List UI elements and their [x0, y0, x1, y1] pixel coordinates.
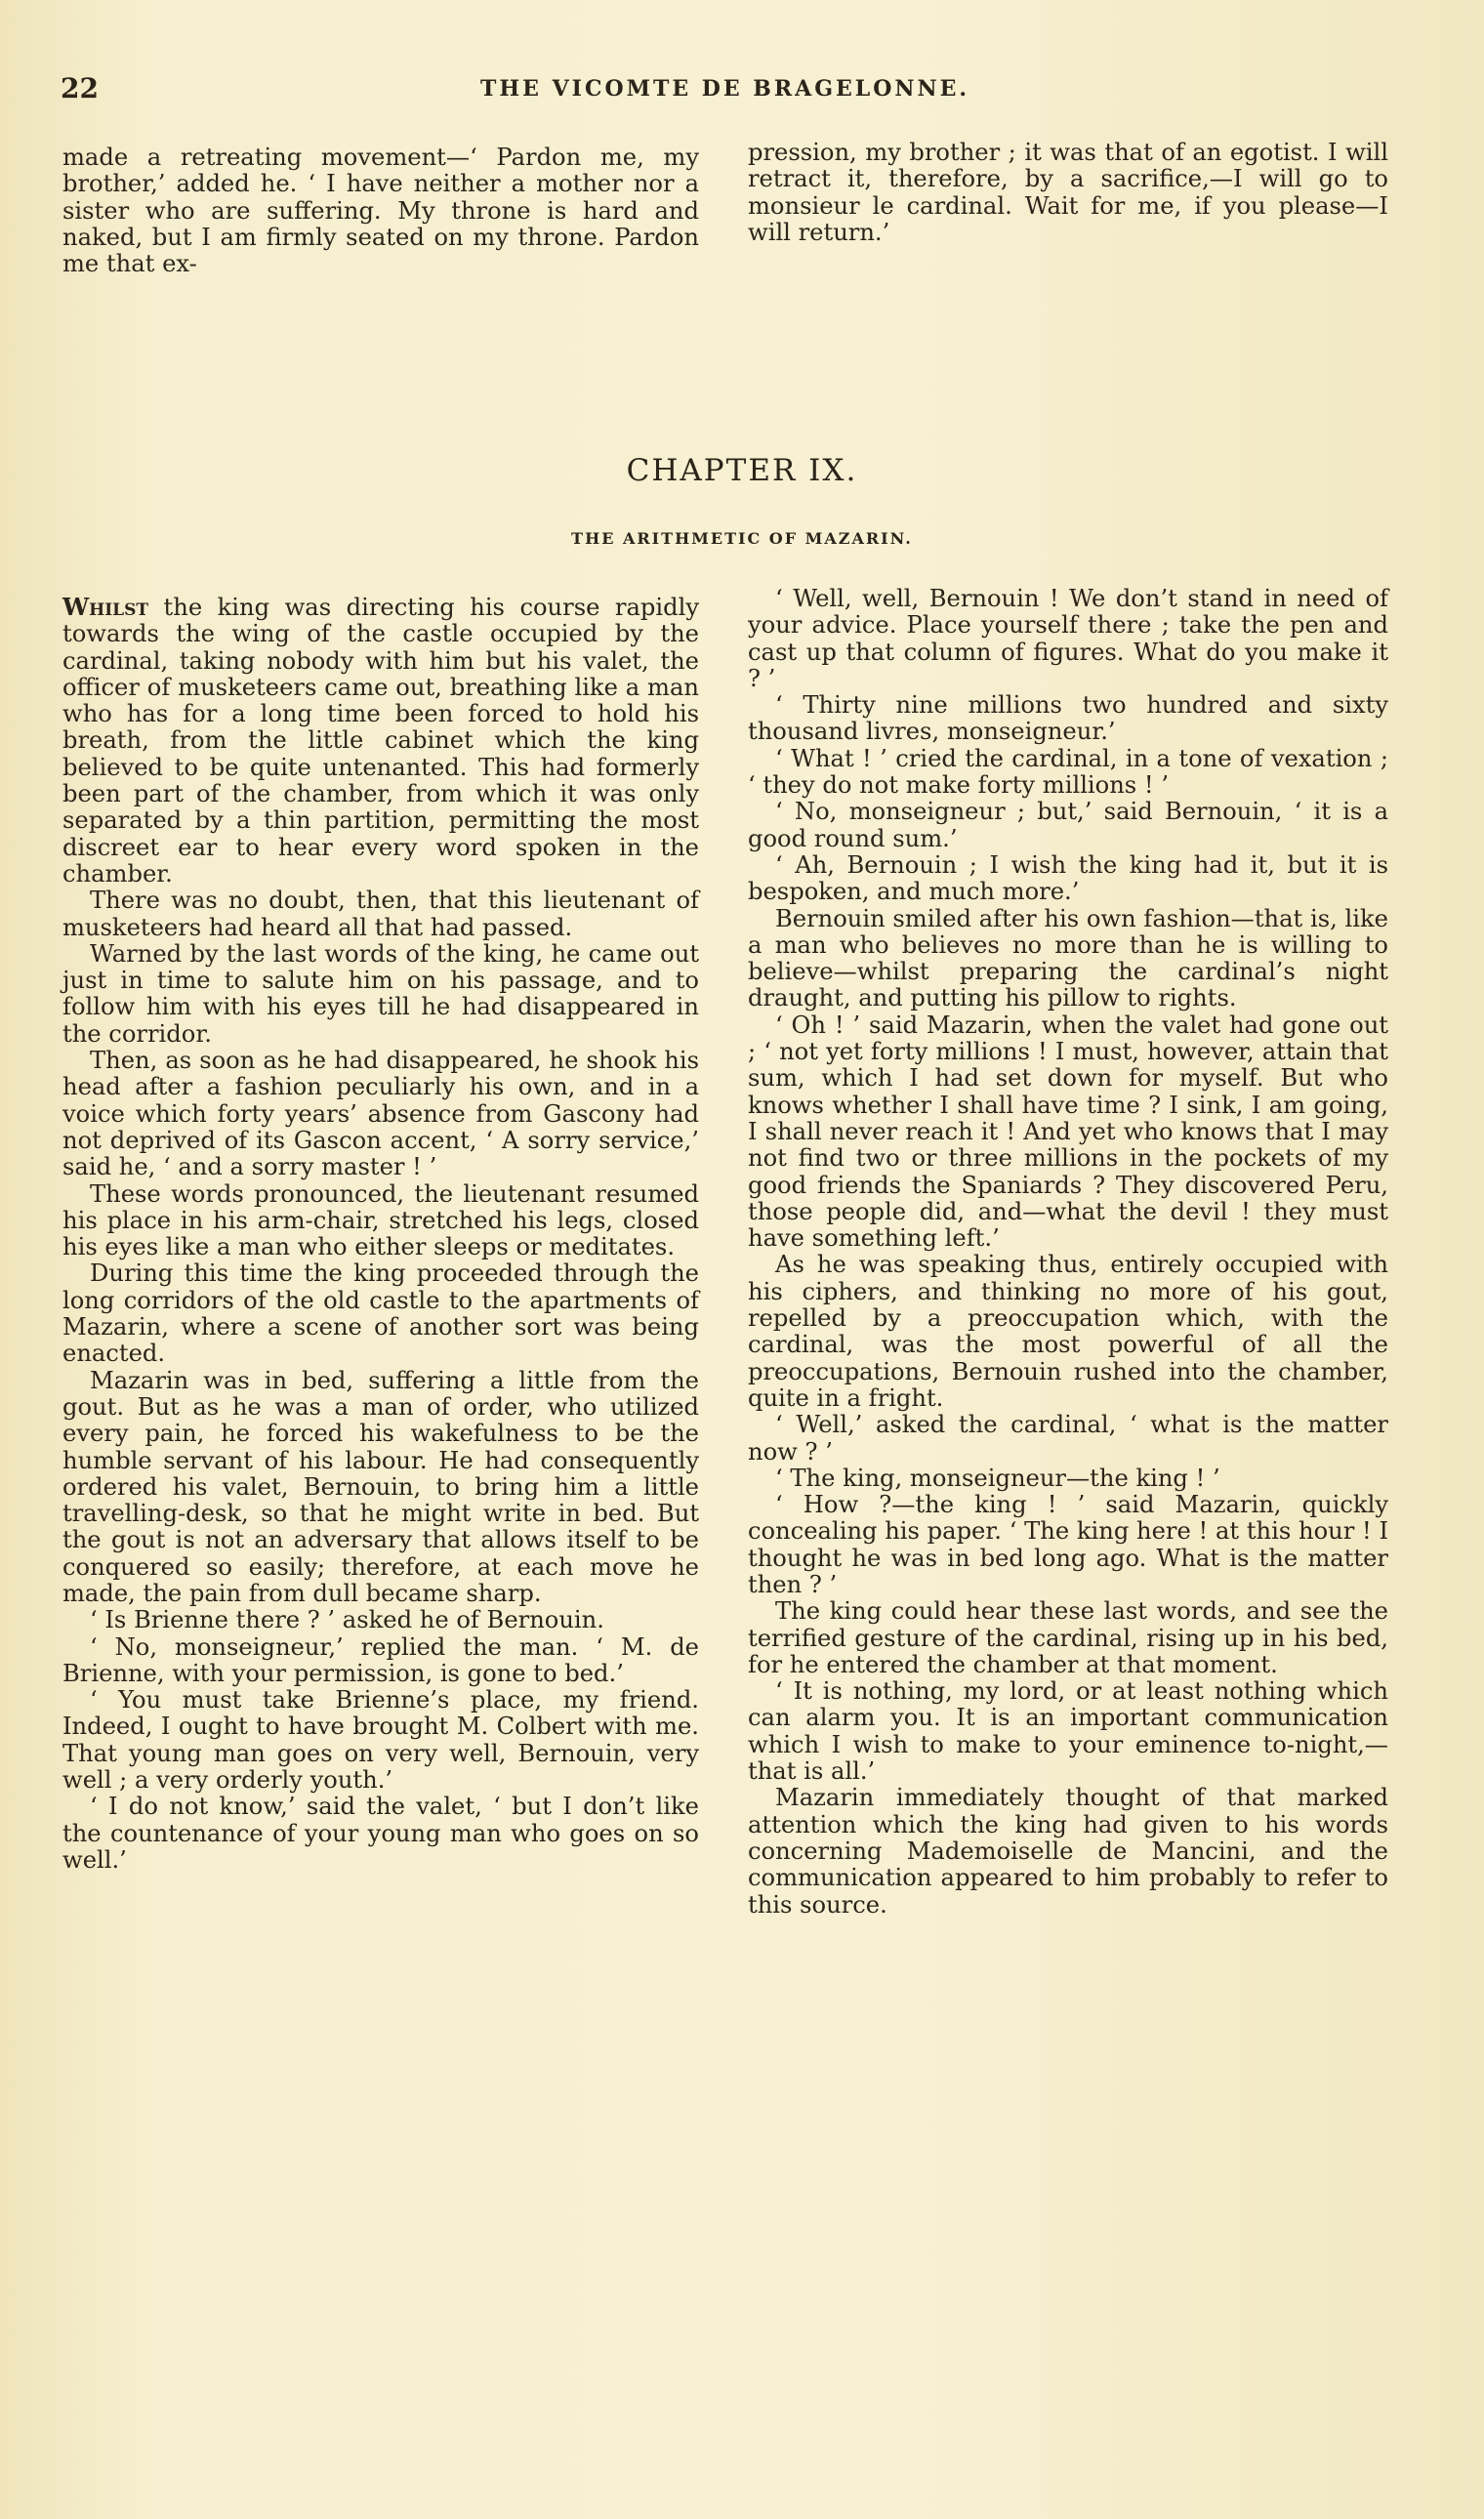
paragraph: As he was speaking thus, entirely occupied with his ciphers, and thinking no more of his gout, repelled by a preoccupation which, with the cardinal, was the most powerful of all the preoccupations, Bernouin rushed into the chamber, quite in a fright. — [748, 1251, 1388, 1412]
top-left-column — [62, 145, 699, 277]
paragraph: ‘ It is nothing, my lord, or at least nothing which can alarm you. It is an important communication which I wish to make to your eminence to-night,—that is all.’ — [748, 1677, 1388, 1786]
chapter-subtitle: THE ARITHMETIC OF MAZARIN. — [571, 529, 913, 548]
paragraph: The king could hear these last words, and see the terrified gesture of the cardinal, rising up in his bed, for he entered the chamber at that moment. — [748, 1597, 1388, 1678]
paragraph: ‘ Thirty nine millions two hundred and sixty thousand livres, monseigneur.’ — [748, 691, 1388, 746]
paragraph: made a retreating movement—‘ Pardon me, my brother,’ added he. ‘ I have neither a mother nor a sister who are suffering. My throne is hard and naked, but I am firmly seated on my throne. Pardon me that ex- — [62, 144, 699, 278]
running-title: THE VICOMTE DE BRAGELONNE. — [480, 76, 970, 102]
paragraph: ‘ You must take Brienne’s place, my friend. Indeed, I ought to have brought M. Colbert with me. That young man goes on very well, Bernouin, very well ; a very orderly youth.’ — [62, 1686, 699, 1795]
paragraph: ‘ Well,’ asked the cardinal, ‘ what is the matter now ? ’ — [748, 1411, 1388, 1466]
opening-text: the king was directing his course rapidly towards the wing of the castle occupied by the cardinal, taking nobody with him but his valet, the officer of musketeers came out, breathing like a man who has for a long time been forced to hold his breath, from the little cabinet which the king believed to be quite untenanted. This had formerly been part of the chamber, from which it was only separated by a thin partition, permitting the most discreet ear to hear every word spoken in the chamber. — [62, 594, 699, 888]
paragraph: Bernouin smiled after his own fashion—that is, like a man who believes no more than he is willing to believe—whilst preparing the cardinal’s night draught, and putting his pillow to rights. — [748, 904, 1388, 1012]
page-header — [61, 72, 1388, 111]
paragraph: Warned by the last words of the king, he came out just in time to salute him on his passage, and to follow him with his eyes till he had disappeared in the corridor. — [62, 939, 699, 1048]
paragraph: There was no doubt, then, that this lieutenant of musketeers had heard all that had passed. — [62, 887, 699, 941]
paragraph: These words pronounced, the lieutenant resumed his place in his arm-chair, stretched his legs, closed his eyes like a man who either sleeps or meditates. — [62, 1179, 699, 1261]
body-right-column — [748, 586, 1388, 1919]
chapter-title: CHAPTER IX. — [626, 453, 858, 488]
paragraph: ‘ What ! ’ cried the cardinal, in a tone of vexation ; ‘ they do not make forty millions ! ’ — [748, 744, 1388, 800]
paragraph: ‘ The king, monseigneur—the king ! ’ — [775, 1464, 1220, 1492]
paragraph: Mazarin immediately thought of that marked attention which the king had given to his words concerning Mademoiselle de Mancini, and the communication appeared to him probably to refer to this source. — [748, 1784, 1388, 1919]
body-left-column — [62, 594, 699, 1874]
paragraph: Mazarin was in bed, suffering a little from the gout. But as he was a man of order, who utilized every pain, he forced his wakefulness to be the humble servant of his labour. He had consequently ordered his valet, Bernouin, to bring him a little travelling-desk, so that he might write in bed. But the gout is not an adversary that allows itself to be conquered so easily; therefore, at each move he made, the pain from dull became sharp. — [62, 1366, 699, 1607]
paragraph: ‘ Ah, Bernouin ; I wish the king had it, but it is bespoken, and much more.’ — [748, 850, 1388, 906]
paragraph: ‘ Is Brienne there ? ’ asked he of Bernouin. — [90, 1606, 604, 1634]
paragraph: During this time the king proceeded through the long corridors of the old castle to the apartments of Mazarin, where a scene of another sort was being enacted. — [62, 1260, 699, 1368]
paragraph: ‘ Oh ! ’ said Mazarin, when the valet had gone out ; ‘ not yet forty millions ! I must, however, attain that sum, which I had set down for myself. But who knows whether I shall have time ? I sink, I am going, I shall never reach it ! And yet who knows that I may not find two or three millions in the pockets of my good friends the Spaniards ? They discovered Peru, those people did, and—what the devil ! they must have something left.’ — [748, 1011, 1388, 1253]
paragraph: Then, as soon as he had disappeared, he shook his head after a fashion peculiarly his own, and in a voice which forty years’ absence from Gascony had not deprived of its Gascon accent, ‘ A sorry service,’ said he, ‘ and a sorry master ! ’ — [62, 1047, 699, 1181]
paragraph: ‘ No, monseigneur,’ replied the man. ‘ M. de Brienne, with your permission, is gone to bed.’ — [62, 1632, 699, 1687]
page-number: 22 — [61, 72, 99, 104]
paragraph: ‘ I do not know,’ said the valet, ‘ but I don’t like the countenance of your young man who goes on so well.’ — [62, 1793, 699, 1874]
top-right-column — [748, 140, 1388, 246]
opening-word: Whilst — [62, 593, 149, 621]
paragraph: pression, my brother ; it was that of an egotist. I will retract it, therefore, by a sacrifice,—I will go to monsieur le cardinal. Wait for me, if you please—I will return.’ — [748, 139, 1388, 246]
paragraph: ‘ Well, well, Bernouin ! We don’t stand in need of your advice. Place yourself there ; take the pen and cast up that column of figures. What do you make it ? ’ — [748, 585, 1388, 692]
paragraph: ‘ How ?—the king ! ’ said Mazarin, quickly concealing his paper. ‘ The king here ! at this hour ! I thought he was in bed long ago. What is the matter then ? ’ — [748, 1491, 1388, 1598]
opening-paragraph — [62, 594, 699, 888]
paragraph: ‘ No, monseigneur ; but,’ said Bernouin, ‘ it is a good round sum.’ — [748, 798, 1388, 852]
